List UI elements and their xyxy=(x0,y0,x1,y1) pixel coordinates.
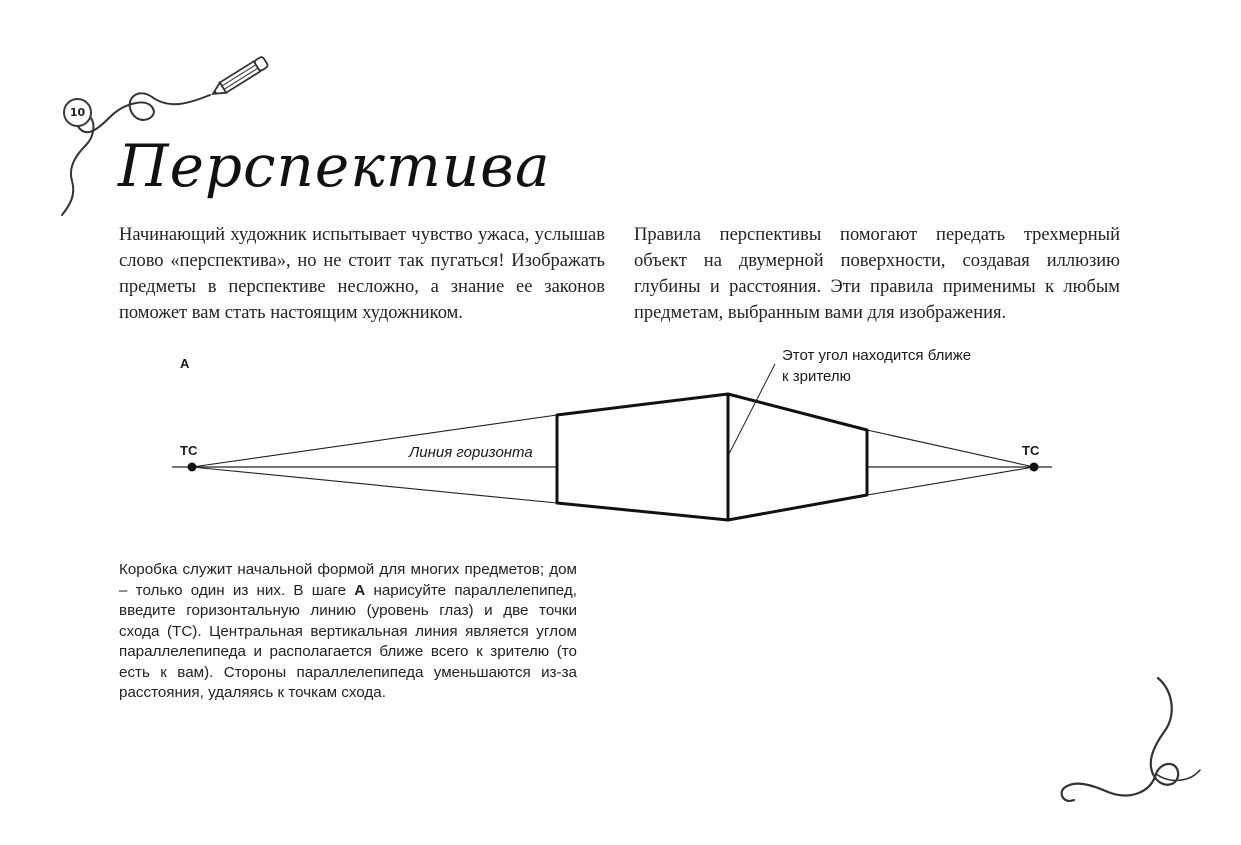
right-perspective-bottom xyxy=(867,467,1034,495)
caption-text-1: Коробка служит начальной формой для многих предметов; дом – только один из них. В шаге xyxy=(119,561,577,599)
vanishing-point-left-label: ТС xyxy=(180,443,198,458)
left-perspective-bottom xyxy=(192,467,557,503)
pencil-icon xyxy=(210,56,269,99)
swirl-flourish-bottom xyxy=(1062,678,1179,801)
intro-paragraph-left: Начинающий художник испытывает чувство ужаса, услышав слово «перспектива», но не стоит так пугаться! Изображать предметы в перспективе несложно, а знание ее законов поможет вам стать настоящим художником. xyxy=(119,225,605,323)
intro-paragraph-right: Правила перспективы помогают передать трехмерный объект на двумерной поверхности, создавая иллюзию глубины и расстояния. Эти правила применимы к любым предметам, выбранным вами для изображения. xyxy=(634,225,1120,323)
horizon-label: Линия горизонта xyxy=(409,444,533,461)
page-number: 10 xyxy=(63,98,92,127)
page-title: Перспектива xyxy=(118,132,551,200)
right-perspective-top xyxy=(867,430,1034,467)
corner-note-line1: Этот угол находится ближе xyxy=(782,347,972,364)
diagram-caption xyxy=(119,560,577,704)
vanishing-point-left xyxy=(188,463,197,472)
perspective-diagram xyxy=(160,340,1060,540)
box-left-face xyxy=(557,394,728,520)
vanishing-point-right-label: ТС xyxy=(1022,443,1040,458)
corner-note-line2: к зрителю xyxy=(782,368,851,385)
caption-text-2: нарисуйте параллелепипед, введите горизонтальную линию (уровень глаз) и две точки схода (ТС). Центральная вертикальная линия является углом параллелепипеда и располагается ближе всего к зрителю (то есть к вам). Стороны параллелепипеда уменьшаются из-за расстояния, удаляясь к точкам схода. xyxy=(119,581,577,701)
caption-step-ref: A xyxy=(354,581,366,599)
vanishing-point-right xyxy=(1030,463,1039,472)
corner-swirl-ornament xyxy=(1050,670,1230,820)
box-right-face xyxy=(728,394,867,520)
step-label: A xyxy=(180,356,190,371)
